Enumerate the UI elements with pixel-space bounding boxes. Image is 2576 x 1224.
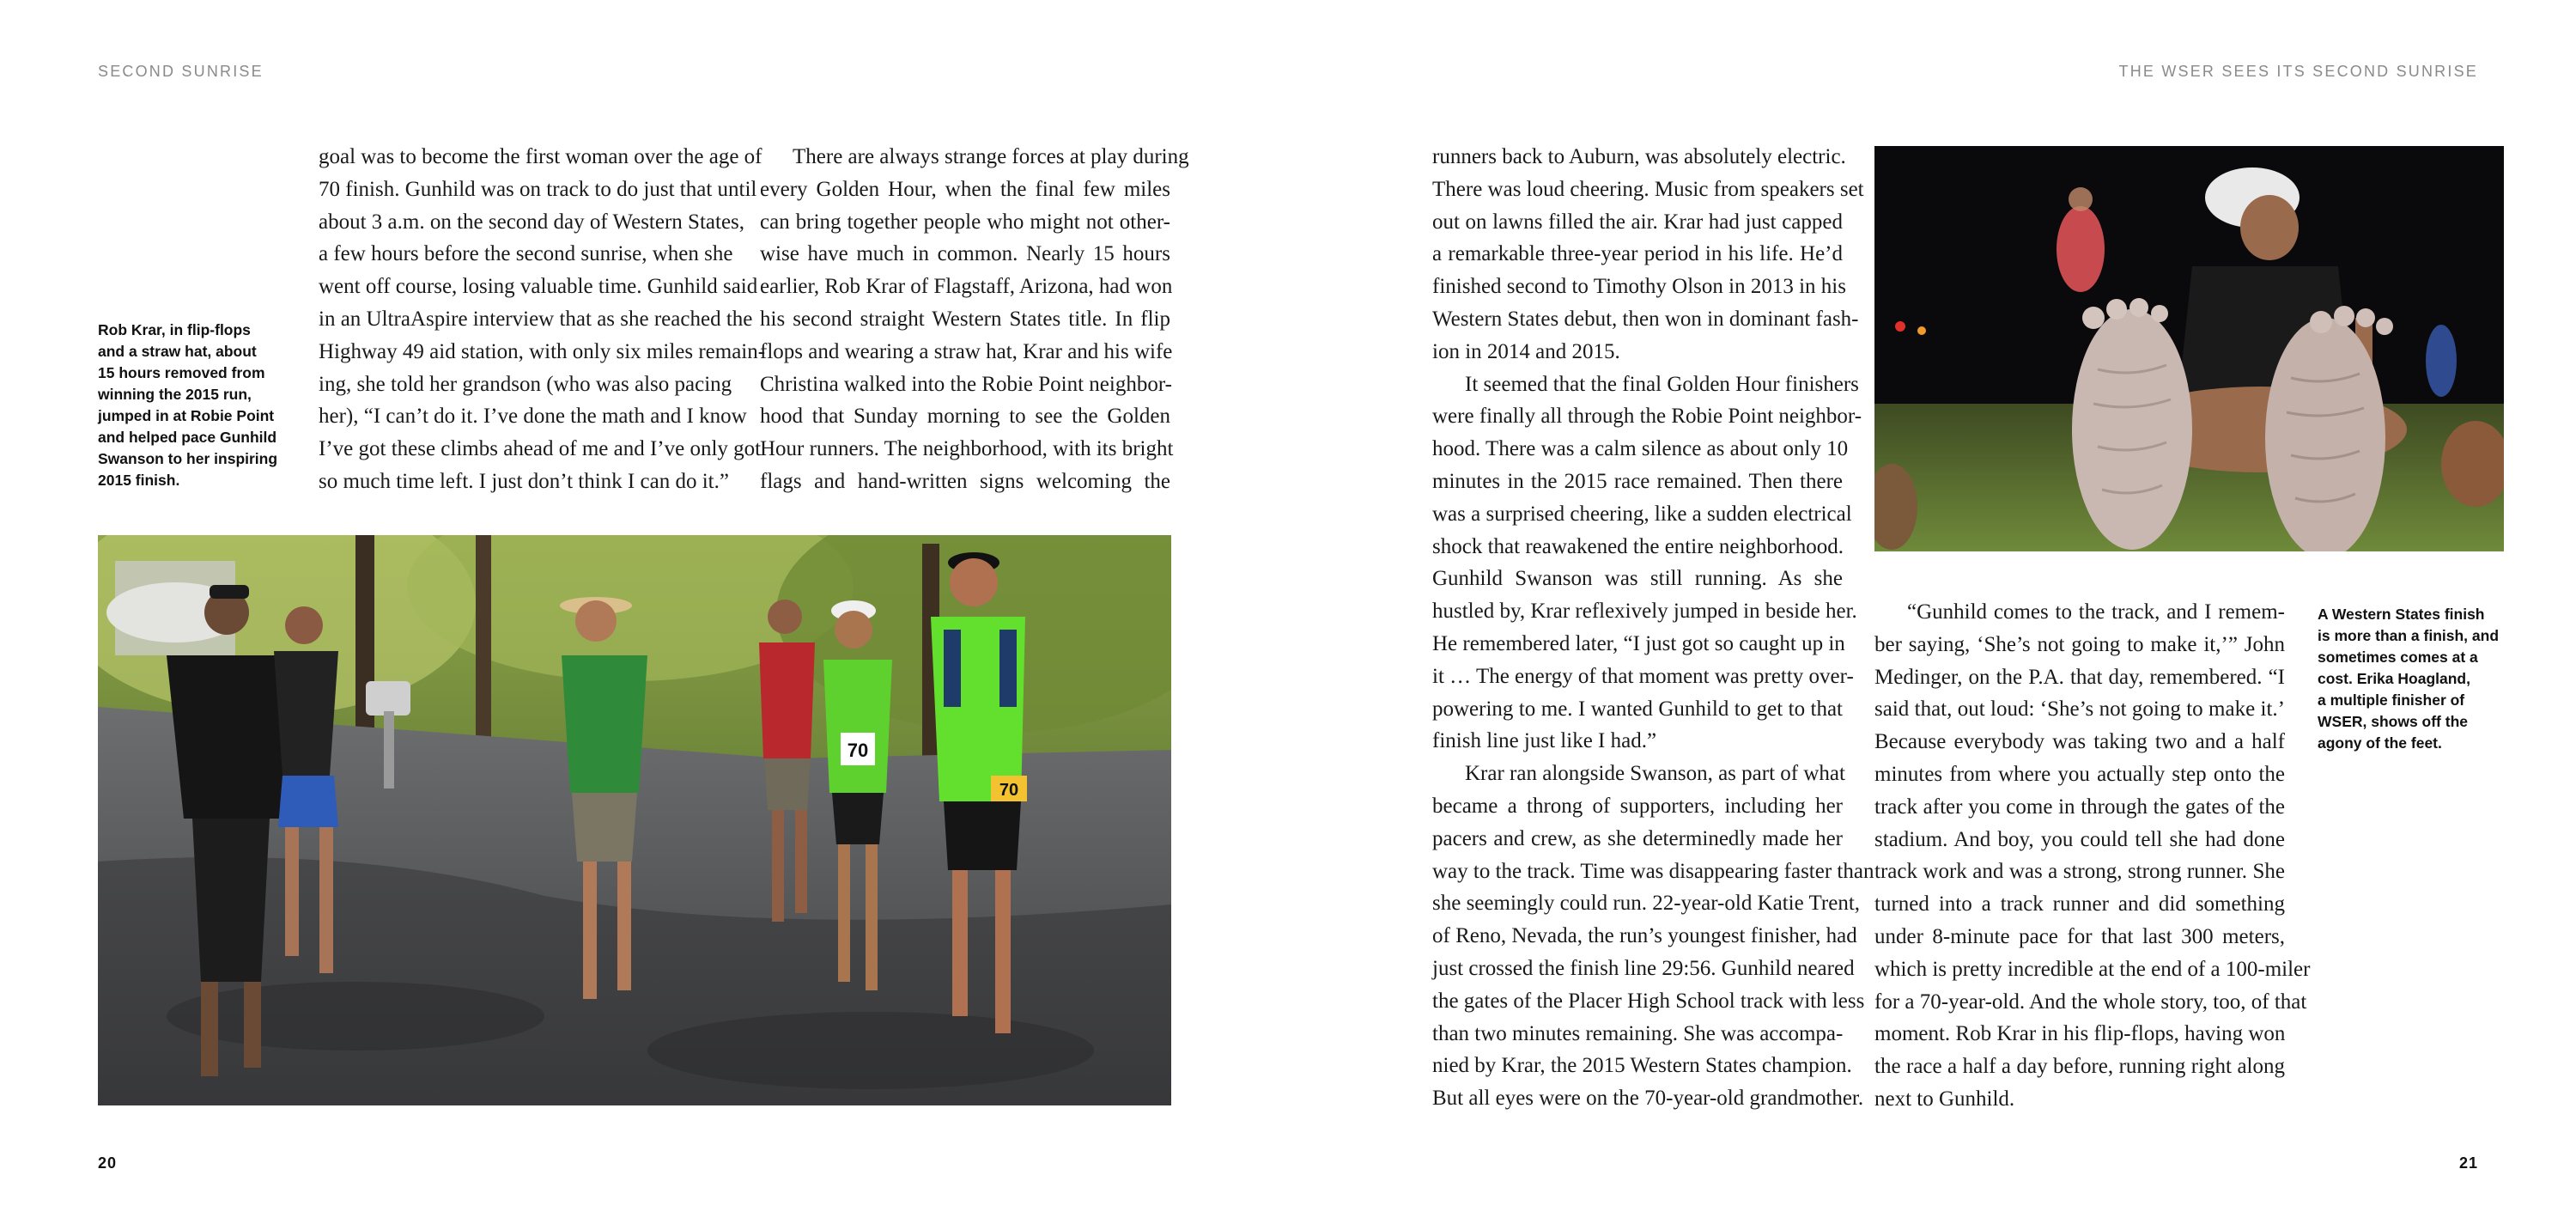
body-text-line: finish line just like I had.” <box>1432 729 1657 753</box>
page-number-right: 21 <box>2458 1154 2478 1172</box>
body-text-line: just crossed the finish line 29:56. Gunhild neared <box>1432 956 1855 980</box>
body-text-line: 70 finish. Gunhild was on track to do just that until <box>319 177 757 201</box>
caption-line: WSER, shows off the <box>2318 713 2468 730</box>
body-text-line: so much time left. I just don’t think I can do it.” <box>319 469 729 493</box>
photo-caption-right <box>2318 604 2515 754</box>
body-text-line: minutes in the 2015 race remained. Then there <box>1432 469 1843 493</box>
body-text-line: Western States debut, then won in dominant fash- <box>1432 307 1859 331</box>
body-text-line: finished second to Timothy Olson in 2013 in his <box>1432 275 1846 299</box>
body-text-line: Gunhild Swanson was still running. As she <box>1432 567 1843 591</box>
body-text-line: powering to me. I wanted Gunhild to get to that <box>1432 697 1843 721</box>
body-text-line: in an UltraAspire interview that as she reached the <box>319 307 753 331</box>
body-text-line: Because everybody was taking two and a half <box>1874 730 2285 754</box>
body-text-line: of Reno, Nevada, the run’s youngest finisher, had <box>1432 924 1857 948</box>
body-text-line: hood. There was a calm silence as about only 10 <box>1432 437 1849 461</box>
page-number-left: 20 <box>98 1154 118 1172</box>
caption-line: agony of the feet. <box>2318 734 2442 752</box>
body-text-line: nied by Krar, the 2015 Western States champion. <box>1432 1054 1852 1078</box>
body-text-line: Hour runners. The neighborhood, with its bright <box>760 437 1174 461</box>
body-text-line: I’ve got these climbs ahead of me and I’ve only got <box>319 437 762 461</box>
body-text-line: next to Gunhild. <box>1874 1087 2015 1111</box>
body-text-line: can bring together people who might not other- <box>760 210 1170 234</box>
body-text-line: There was loud cheering. Music from speakers set <box>1432 177 1864 201</box>
body-text-line: way to the track. Time was disappearing faster than <box>1432 859 1874 883</box>
body-text-line: a few hours before the second sunrise, when she <box>319 242 733 266</box>
body-text-line: Krar ran alongside Swanson, as part of what <box>1465 762 1845 786</box>
body-text-line: hustled by, Krar reflexively jumped in beside her. <box>1432 600 1857 624</box>
body-text-line: the gates of the Placer High School track with less <box>1432 989 1865 1013</box>
caption-line: is more than a finish, and <box>2318 627 2500 644</box>
body-text-line: she seemingly could run. 22-year-old Katie Trent, <box>1432 892 1861 916</box>
body-text-line: was a surprised cheering, like a sudden electrical <box>1432 502 1852 526</box>
left-foot <box>2072 309 2192 550</box>
body-text-line: every Golden Hour, when the final few miles <box>760 177 1170 201</box>
caption-line: jumped in at Robie Point <box>98 407 275 424</box>
caption-line: 2015 finish. <box>98 472 180 489</box>
caption-line: and a straw hat, about <box>98 343 257 360</box>
body-text-line: Christina walked into the Robie Point neighbor- <box>760 372 1172 396</box>
text-column-2 <box>760 141 1189 498</box>
body-text-line: flags and hand-written signs welcoming the <box>760 469 1170 493</box>
body-text-line: track work and was a strong, strong runner. She <box>1874 860 2285 884</box>
body-text-line: than two minutes remaining. She was accompa- <box>1432 1021 1844 1045</box>
body-text-line: track after you come in through the gates of the <box>1874 795 2285 819</box>
right-foot <box>2265 318 2385 551</box>
photo-caption-left <box>98 320 295 491</box>
body-text-line: He remembered later, “I just got so caught up in <box>1432 631 1845 655</box>
body-text-line: Medinger, on the P.A. that day, remembered. “I <box>1874 665 2285 689</box>
caption-line: 15 hours removed from <box>98 364 265 381</box>
body-text-line: earlier, Rob Krar of Flagstaff, Arizona, had won <box>760 275 1173 299</box>
body-text-line: stadium. And boy, you could tell she had done <box>1874 827 2285 851</box>
body-text-line: said that, out loud: ‘She’s not going to make it.’ <box>1874 697 2285 722</box>
caption-line: Swanson to her inspiring <box>98 450 278 467</box>
body-text-line: ion in 2014 and 2015. <box>1432 339 1620 363</box>
photo-runners-on-road <box>98 535 1171 1105</box>
body-text-line: a remarkable three-year period in his life. He’d <box>1432 242 1843 266</box>
body-text-line: out on lawns filled the air. Krar had just capped <box>1432 210 1843 234</box>
text-column-1 <box>319 141 766 498</box>
running-head-right: THE WSER SEES ITS SECOND SUNRISE <box>2118 63 2478 80</box>
body-text-line: became a throng of supporters, including her <box>1432 794 1843 818</box>
feet-photo-illustration <box>1874 146 2504 551</box>
body-text-line: went off course, losing valuable time. Gunhild said <box>319 275 758 299</box>
body-text-line: pacers and crew, as she determinedly made her <box>1432 826 1843 850</box>
body-text-line: which is pretty incredible at the end of a 100-miler <box>1874 957 2311 981</box>
caption-line: Rob Krar, in flip-flops <box>98 321 251 338</box>
body-text-line: turned into a track runner and did something <box>1874 892 2285 916</box>
body-text-line: moment. Rob Krar in his flip-flops, having won <box>1874 1022 2286 1046</box>
body-text-line: Highway 49 aid station, with only six miles remain- <box>319 339 766 363</box>
body-text-line: hood that Sunday morning to see the Golden <box>760 405 1170 429</box>
runners-photo-illustration <box>98 535 1171 1105</box>
body-text-line: wise have much in common. Nearly 15 hours <box>760 242 1170 266</box>
caption-line: cost. Erika Hoagland, <box>2318 670 2470 687</box>
body-text-line: ber saying, ‘She’s not going to make it,’” John <box>1874 632 2285 656</box>
body-text-line: runners back to Auburn, was absolutely electric. <box>1432 145 1846 168</box>
body-text-line: about 3 a.m. on the second day of Western States, <box>319 210 745 234</box>
body-text-line: “Gunhild comes to the track, and I remem- <box>1907 600 2285 624</box>
body-text-line: it … The energy of that moment was pretty over- <box>1432 664 1854 688</box>
text-column-4 <box>1874 596 2311 1116</box>
body-text-line: his second straight Western States title. In flip <box>760 307 1170 331</box>
running-head-left: SECOND SUNRISE <box>98 63 264 80</box>
body-text-line: minutes from where you actually step onto the <box>1874 762 2285 786</box>
body-text-line: But all eyes were on the 70-year-old grandmother. <box>1432 1087 1864 1111</box>
photo-runner-feet <box>1874 146 2504 551</box>
body-text-line: her), “I can’t do it. I’ve done the math and I know <box>319 405 747 429</box>
body-text-line: It seemed that the final Golden Hour finishers <box>1465 372 1859 396</box>
body-text-line: the race a half a day before, running right along <box>1874 1055 2285 1079</box>
text-column-3 <box>1432 141 1874 1115</box>
bib-number-2: 70 <box>999 781 1019 800</box>
body-text-line: shock that reawakened the entire neighborhood. <box>1432 534 1844 558</box>
body-text-line: goal was to become the first woman over the age of <box>319 145 762 168</box>
body-text-line: under 8-minute pace for that last 300 meters, <box>1874 924 2285 948</box>
right-page <box>1288 0 2576 1224</box>
caption-line: A Western States finish <box>2318 606 2485 623</box>
body-text-line: were finally all through the Robie Point neighbor- <box>1432 405 1862 429</box>
caption-line: a multiple finisher of <box>2318 691 2465 709</box>
caption-line: winning the 2015 run, <box>98 386 252 403</box>
body-text-line: flops and wearing a straw hat, Krar and his wife <box>760 339 1173 363</box>
caption-line: sometimes comes at a <box>2318 649 2478 666</box>
body-text-line: ing, she told her grandson (who was also pacing <box>319 372 732 396</box>
caption-line: and helped pace Gunhild <box>98 429 277 446</box>
bib-number-1: 70 <box>847 740 869 761</box>
body-text-line: There are always strange forces at play during <box>793 145 1189 168</box>
body-text-line: for a 70-year-old. And the whole story, too, of that <box>1874 990 2307 1014</box>
